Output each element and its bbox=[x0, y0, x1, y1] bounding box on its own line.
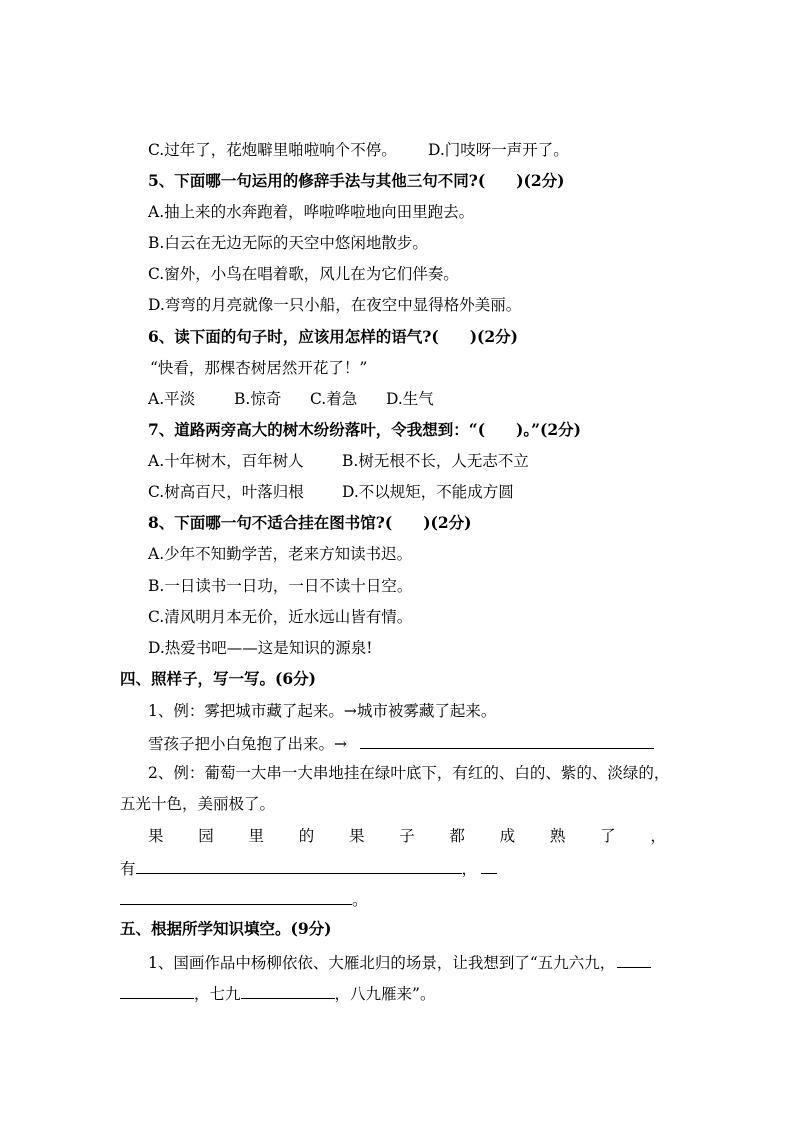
answer-blank[interactable] bbox=[136, 857, 462, 874]
sec5-q1-line2 bbox=[120, 982, 435, 1004]
question-6-stem: 6、读下面的句子时，应该用怎样的语气?( )(2分) bbox=[148, 327, 518, 346]
answer-blank[interactable] bbox=[241, 982, 335, 999]
sec4-example-2-line2: 五光十色，美丽极了。 bbox=[120, 795, 276, 813]
sec4-task-2-answer-line2 bbox=[120, 888, 368, 910]
q7-option-a: A.十年树木，百年树人 bbox=[148, 452, 304, 470]
q6-option-c: C.着急 bbox=[310, 390, 358, 408]
section-5-title: 五、根据所学知识填空。(9分) bbox=[120, 919, 332, 938]
q6-quote: “快看，那棵杏树居然开花了！” bbox=[150, 359, 368, 377]
q6-option-a: A.平淡 bbox=[148, 390, 196, 408]
question-7-stem: 7、道路两旁高大的树木纷纷落叶，令我想到：“( )。”(2分) bbox=[148, 420, 581, 439]
comma: ， bbox=[461, 860, 478, 878]
q4-option-c: C.过年了，花炮噼里啪啦响个不停。 bbox=[148, 141, 397, 159]
sec4-example-2-line1: 2、例：葡萄一大串一大串地挂在绿叶底下，有红的、白的、紫的、淡绿的， bbox=[148, 764, 670, 782]
task-char: 了 bbox=[600, 827, 616, 845]
answer-blank[interactable] bbox=[120, 888, 352, 905]
q7-option-d: D.不以规矩，不能成方圆 bbox=[342, 483, 514, 501]
sec5-qijiu: ，七九 bbox=[194, 985, 241, 1003]
q5-option-b: B.白云在无边无际的天空中悠闲地散步。 bbox=[148, 234, 428, 252]
section-4-title: 四、照样子，写一写。(6分) bbox=[120, 669, 316, 688]
answer-blank[interactable] bbox=[617, 951, 651, 968]
q6-option-d: D.生气 bbox=[386, 390, 434, 408]
q8-option-d: D.热爱书吧——这是知识的源泉! bbox=[148, 639, 373, 657]
question-8-stem: 8、下面哪一句不适合挂在图书馆?( )(2分) bbox=[148, 513, 472, 532]
task-char: 子 bbox=[399, 827, 415, 845]
sec4-task-2-line bbox=[148, 826, 666, 846]
q6-option-b: B.惊奇 bbox=[234, 390, 282, 408]
q5-option-a: A.抽上来的水奔跑着，哗啦哗啦地向田里跑去。 bbox=[148, 203, 475, 221]
q7-option-c: C.树高百尺，叶落归根 bbox=[148, 483, 304, 501]
task-char: 果 bbox=[348, 827, 365, 845]
task-you: 有 bbox=[120, 860, 136, 878]
task-char: 里 bbox=[248, 827, 264, 845]
answer-blank[interactable] bbox=[120, 982, 194, 999]
sec5-q1-line1 bbox=[148, 951, 651, 973]
q5-option-d: D.弯弯的月亮就像一只小船，在夜空中显得格外美丽。 bbox=[148, 296, 522, 314]
task-char: ， bbox=[650, 827, 666, 845]
sec4-task-2-answer-line bbox=[120, 857, 497, 879]
q8-option-a: A.少年不知勤学苦，老来方知读书迟。 bbox=[148, 545, 413, 563]
question-5-stem: 5、下面哪一句运用的修辞手法与其他三句不同?( )(2分) bbox=[148, 171, 565, 190]
answer-blank[interactable] bbox=[481, 857, 497, 874]
q8-option-b: B.一日读书一日功，一日不读十日空。 bbox=[148, 577, 413, 595]
sec5-end: ，八九雁来”。 bbox=[334, 985, 436, 1003]
q7-option-b: B.树无根不长，人无志不立 bbox=[342, 452, 529, 470]
task-char: 园 bbox=[198, 827, 214, 845]
task-char: 成 bbox=[499, 827, 516, 845]
q8-option-c: C.清风明月本无价，近水远山皆有情。 bbox=[148, 608, 413, 626]
task-char: 果 bbox=[148, 827, 164, 845]
q4-option-d: D.门吱呀一声开了。 bbox=[428, 141, 569, 159]
sec4-example-1: 1、例：雾把城市藏了起来。→城市被雾藏了起来。 bbox=[148, 702, 497, 720]
answer-blank[interactable] bbox=[360, 732, 654, 749]
task-char: 的 bbox=[298, 827, 315, 845]
sec4-task-1-text: 雪孩子把小白兔抱了出来。→ bbox=[148, 735, 347, 753]
task-char: 都 bbox=[449, 827, 465, 845]
q5-option-c: C.窗外，小鸟在唱着歌，风儿在为它们伴奏。 bbox=[148, 265, 459, 283]
task-char: 熟 bbox=[549, 827, 566, 845]
period: 。 bbox=[352, 891, 368, 909]
sec5-q1-text: 1、国画作品中杨柳依依、大雁北归的场景，让我想到了“五九六九， bbox=[148, 954, 616, 972]
sec4-task-1 bbox=[148, 732, 654, 754]
